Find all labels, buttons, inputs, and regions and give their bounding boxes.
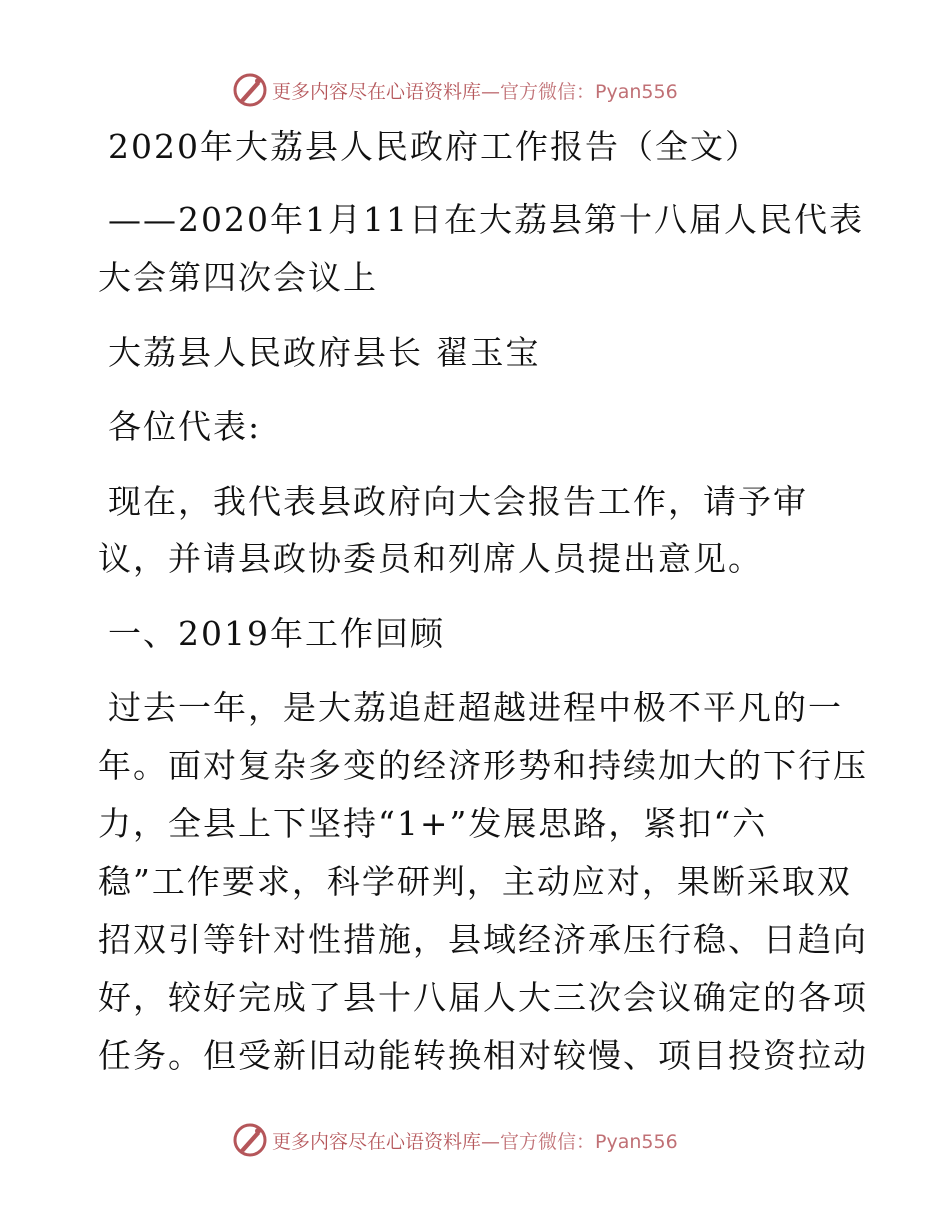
banner-main-text: 更多内容尽在心语资料库 <box>272 80 482 103</box>
body-line: 过去一年，是大荔追赶超越进程中极不平凡的一 <box>108 688 843 727</box>
subtitle-line: ——2020年1月11日在大荔县第十八届人民代表 <box>108 200 864 239</box>
subtitle-line: 大会第四次会议上 <box>98 258 378 297</box>
section-heading: 一、2019年工作回顾 <box>108 614 445 653</box>
banner-sub-text: —官方微信：Pyan556 <box>481 80 678 103</box>
banner-sub-text: —官方微信：Pyan556 <box>481 1130 678 1153</box>
body-line: 任务。但受新旧动能转换相对较慢、项目投资拉动 <box>98 1036 868 1075</box>
pen-logo-icon <box>232 72 268 108</box>
pen-logo-icon <box>232 1122 268 1158</box>
watermark-banner-top <box>232 70 678 110</box>
watermark-banner-bottom <box>232 1120 678 1160</box>
body-line: 力，全县上下坚持“1+”发展思路，紧扣“六 <box>98 804 768 843</box>
body-line: 年。面对复杂多变的经济形势和持续加大的下行压 <box>98 746 868 785</box>
body-line: 招双引等针对性措施，县域经济承压行稳、日趋向 <box>98 920 868 959</box>
author-line: 大荔县人民政府县长 翟玉宝 <box>108 333 541 372</box>
body-line: 好，较好完成了县十八届人大三次会议确定的各项 <box>98 978 868 1017</box>
salutation: 各位代表: <box>108 407 262 446</box>
intro-line: 现在，我代表县政府向大会报告工作，请予审 <box>108 482 808 521</box>
document-title: 2020年大荔县人民政府工作报告（全文） <box>108 127 760 166</box>
intro-line: 议，并请县政协委员和列席人员提出意见。 <box>98 539 763 578</box>
body-line: 稳”工作要求，科学研判，主动应对，果断采取双 <box>98 862 852 901</box>
banner-main-text: 更多内容尽在心语资料库 <box>272 1130 482 1153</box>
